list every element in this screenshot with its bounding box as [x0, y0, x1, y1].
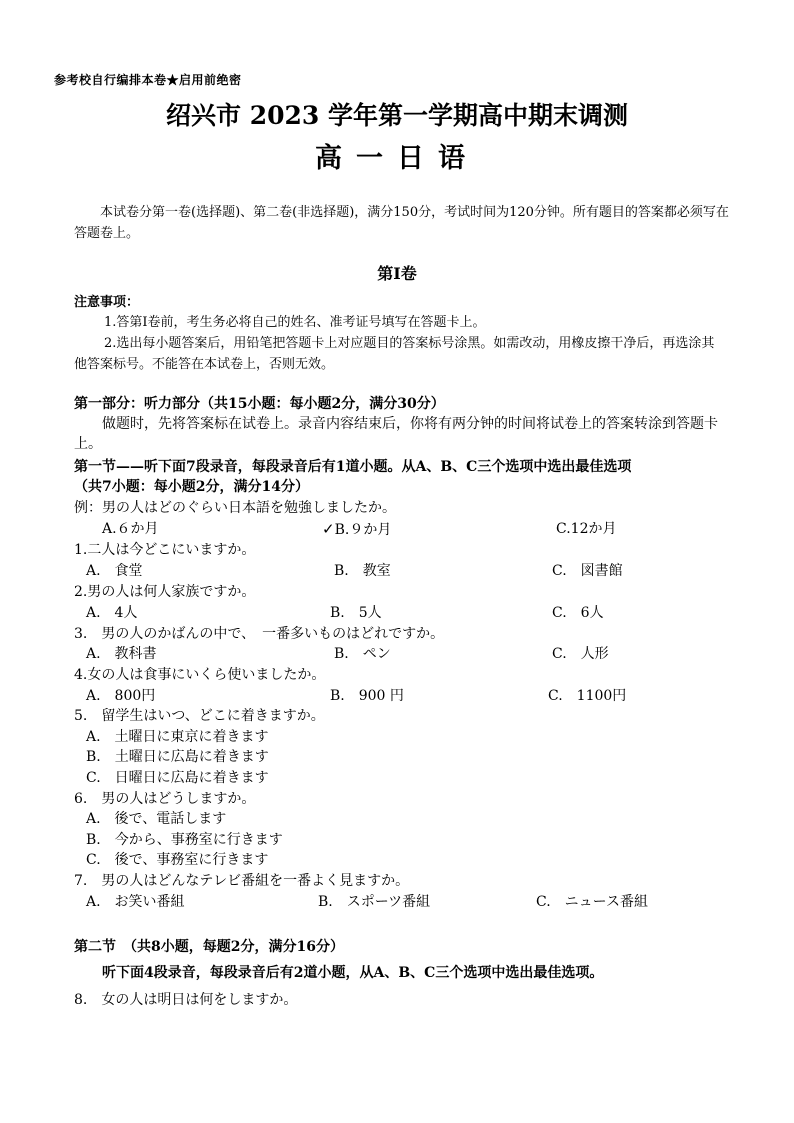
q4-option-c: C. 1100円: [548, 688, 627, 704]
question-7: 7. 男の人はどんなテレビ番組を一番よく見ますか。: [74, 873, 410, 889]
part1-instruction: 做题时，先将答案标在试卷上。录音内容结束后，你将有两分钟的时间将试卷上的答案转涂到答题卡上。: [74, 416, 718, 452]
q1-option-c: C. 図書館: [552, 563, 623, 579]
q1-option-b: B. 教室: [334, 563, 391, 579]
section1-heading: 第一节——听下面7段录音，每段录音后有1道小题。从A、B、C三个选项中选出最佳选项: [74, 459, 632, 475]
example-option-c: C.12か月: [556, 521, 617, 537]
q6-option-c: C. 後で、事務室に行きます: [86, 852, 269, 868]
q5-option-b: B. 土曜日に広島に着きます: [86, 749, 269, 765]
notice-heading: 注意事项：: [74, 295, 140, 310]
q7-option-b: B. スポーツ番組: [318, 894, 431, 910]
question-5: 5. 留学生はいつ、どこに着きますか。: [74, 708, 325, 724]
volume-title: 第Ⅰ卷: [377, 264, 417, 283]
q6-option-a: A. 後で、電話します: [86, 811, 227, 827]
notice-item-2: 2.选出每小题答案后，用铅笔把答题卡上对应题目的答案标号涂黑。如需改动，用橡皮擦干净后，再选涂其他答案标号。不能答在本试卷上，否则无效。: [74, 336, 715, 372]
exam-intro: 本试卷分第一卷(选择题)、第二卷(非选择题)，满分150分，考试时间为120分钟。所有题目的答案都必须写在答题卷上。: [74, 205, 729, 241]
question-8: 8. 女の人は明日は何をしますか。: [74, 992, 298, 1008]
question-4: 4.女の人は食事にいくら使いましたか。: [74, 667, 326, 683]
q6-option-b: B. 今から、事務室に行きます: [86, 832, 283, 848]
example-option-a: A.６か月: [102, 521, 159, 537]
confidential-note: 参考校自行编排本卷★启用前绝密: [54, 73, 242, 87]
q4-option-a: A. 800円: [86, 688, 156, 704]
question-2: 2.男の人は何人家族ですか。: [74, 584, 256, 600]
q3-option-c: C. 人形: [552, 646, 609, 662]
exam-subject: 高一日语: [315, 143, 479, 174]
section2-instruction: 听下面4段录音，每段录音后有2道小题，从A、B、C三个选项中选出最佳选项。: [102, 965, 604, 981]
q2-option-a: A. 4人: [86, 605, 138, 621]
notice-item-1: 1.答第Ⅰ卷前，考生务必将自己的姓名、准考证号填写在答题卡上。: [104, 315, 486, 330]
q2-option-b: B. 5人: [330, 605, 382, 621]
q7-option-c: C. ニュース番組: [536, 894, 648, 910]
question-3: 3. 男の人のかばんの中で、 一番多いものはどれですか。: [74, 626, 445, 642]
exam-title: 绍兴市 2023 学年第一学期高中期末调测: [166, 101, 628, 130]
q1-option-a: A. 食堂: [86, 563, 143, 579]
check-mark-icon: ✓: [322, 520, 335, 538]
q4-option-b: B. 900 円: [330, 688, 404, 704]
q3-option-b: B. ペン: [334, 646, 391, 662]
q2-option-c: C. 6人: [552, 605, 604, 621]
section1-subheading: （共7小题：每小题2分，满分14分）: [74, 479, 309, 495]
section2-heading: 第二节 （共8小题，每题2分，满分16分）: [74, 939, 344, 955]
part1-heading: 第一部分：听力部分（共15小题：每小题2分，满分30分）: [74, 396, 445, 412]
question-6: 6. 男の人はどうしますか。: [74, 791, 256, 807]
question-1: 1.二人は今どこにいますか。: [74, 542, 256, 558]
q3-option-a: A. 教科書: [86, 646, 157, 662]
q5-option-a: A. 土曜日に東京に着きます: [86, 729, 269, 745]
q7-option-a: A. お笑い番組: [86, 894, 185, 910]
example-question: 例：男の人はどのぐらい日本語を勉強しましたか。: [74, 500, 396, 516]
q5-option-c: C. 日曜日に広島に着きます: [86, 770, 269, 786]
example-option-b: B.９か月: [334, 522, 392, 538]
